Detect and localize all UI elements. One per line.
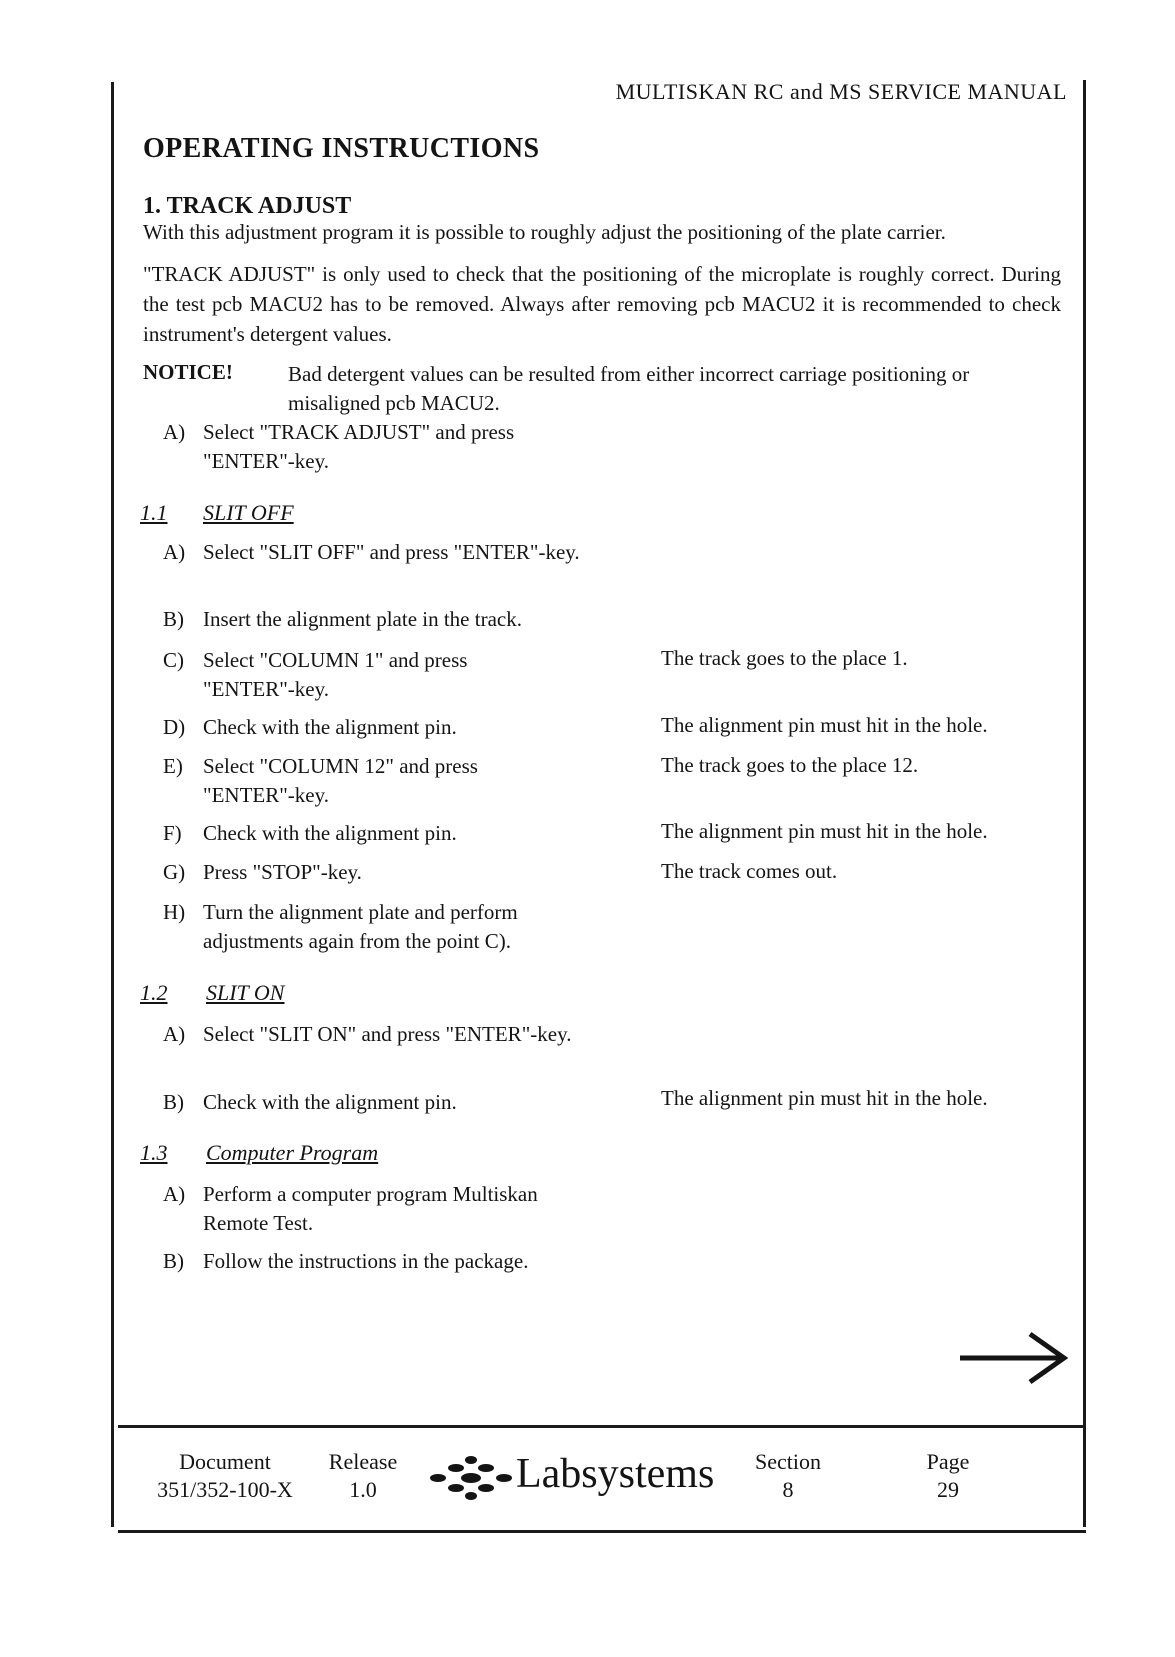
labsystems-logo-icon (428, 1454, 514, 1502)
step-text: Select "COLUMN 12" and press "ENTER"-key. (203, 754, 478, 807)
step-text: Select "COLUMN 1" and press "ENTER"-key. (203, 648, 468, 701)
step-result: The track comes out. (661, 859, 838, 883)
step-letter: A) (163, 540, 186, 564)
step-letter: B) (163, 1090, 184, 1114)
description-paragraph: "TRACK ADJUST" is only used to check that the positioning of the microplate is roughly correct. During the test pcb MACU2 has to be removed. Always after removing pcb MACU2 it is recommended to check instrument's detergent values. (143, 262, 1061, 346)
section-label: Section (755, 1449, 821, 1474)
page-number: 29 (937, 1477, 959, 1502)
step-letter: A) (163, 420, 186, 444)
step-text: Check with the alignment pin. (203, 821, 457, 845)
step-text: Select "SLIT OFF" and press "ENTER"-key. (203, 540, 580, 564)
footer-page (898, 1448, 998, 1504)
page-footer (118, 1425, 1086, 1533)
step-letter: D) (163, 715, 186, 739)
subsection-number: 1.1 (140, 500, 168, 525)
step-letter: C) (163, 648, 184, 672)
left-border-rule (111, 82, 114, 1527)
step-text: Check with the alignment pin. (203, 715, 457, 739)
step-letter: F) (163, 821, 182, 845)
step-result: The alignment pin must hit in the hole. (661, 1086, 988, 1110)
subsection-title: SLIT ON (206, 980, 285, 1005)
step-text: Select "SLIT ON" and press "ENTER"-key. (203, 1022, 572, 1046)
footer-release (318, 1448, 408, 1504)
step-letter: A) (163, 1182, 186, 1206)
step-letter: G) (163, 860, 186, 884)
release-label: Release (328, 1449, 398, 1474)
step-text: Press "STOP"-key. (203, 860, 362, 884)
notice-label: NOTICE! (143, 360, 233, 384)
footer-section (738, 1448, 838, 1504)
page-title: OPERATING INSTRUCTIONS (143, 133, 540, 164)
step-letter: B) (163, 1249, 184, 1273)
step-text: Perform a computer program Multiskan Remote Test. (203, 1182, 538, 1235)
document-label: Document (179, 1449, 271, 1474)
section-heading: 1. TRACK ADJUST (143, 193, 352, 219)
step-text: Check with the alignment pin. (203, 1090, 457, 1114)
step-result: The track goes to the place 12. (661, 753, 919, 777)
step-letter: E) (163, 754, 183, 778)
running-header: MULTISKAN RC and MS SERVICE MANUAL (615, 79, 1067, 104)
subsection-title: Computer Program (206, 1140, 379, 1165)
step-letter: A) (163, 1022, 186, 1046)
step-letter: H) (163, 900, 186, 924)
step-letter: B) (163, 607, 184, 631)
release-number: 1.0 (349, 1477, 377, 1502)
right-border-rule (1083, 80, 1086, 1527)
section-number: 8 (782, 1477, 794, 1502)
step-text: Follow the instructions in the package. (203, 1249, 529, 1273)
step-result: The track goes to the place 1. (661, 646, 908, 670)
subsection-title: SLIT OFF (203, 500, 294, 525)
subsection-number: 1.2 (140, 980, 168, 1005)
step-result: The alignment pin must hit in the hole. (661, 819, 988, 843)
step-text: Turn the alignment plate and perform adjustments again from the point C). (203, 900, 518, 953)
right-arrow-icon (958, 1330, 1070, 1386)
footer-document (140, 1448, 310, 1504)
step-text: Insert the alignment plate in the track. (203, 607, 522, 631)
step-result: The alignment pin must hit in the hole. (661, 713, 988, 737)
notice-text: Bad detergent values can be resulted from either incorrect carriage positioning or misaligned pcb MACU2. (288, 362, 970, 415)
subsection-number: 1.3 (140, 1140, 168, 1165)
brand-name: Labsystems (516, 1451, 715, 1497)
step-text: Select "TRACK ADJUST" and press "ENTER"-key. (203, 420, 515, 473)
intro-paragraph: With this adjustment program it is possible to roughly adjust the positioning of the plate carrier. (143, 220, 946, 244)
document-number: 351/352-100-X (157, 1477, 293, 1502)
page-label: Page (926, 1449, 970, 1474)
